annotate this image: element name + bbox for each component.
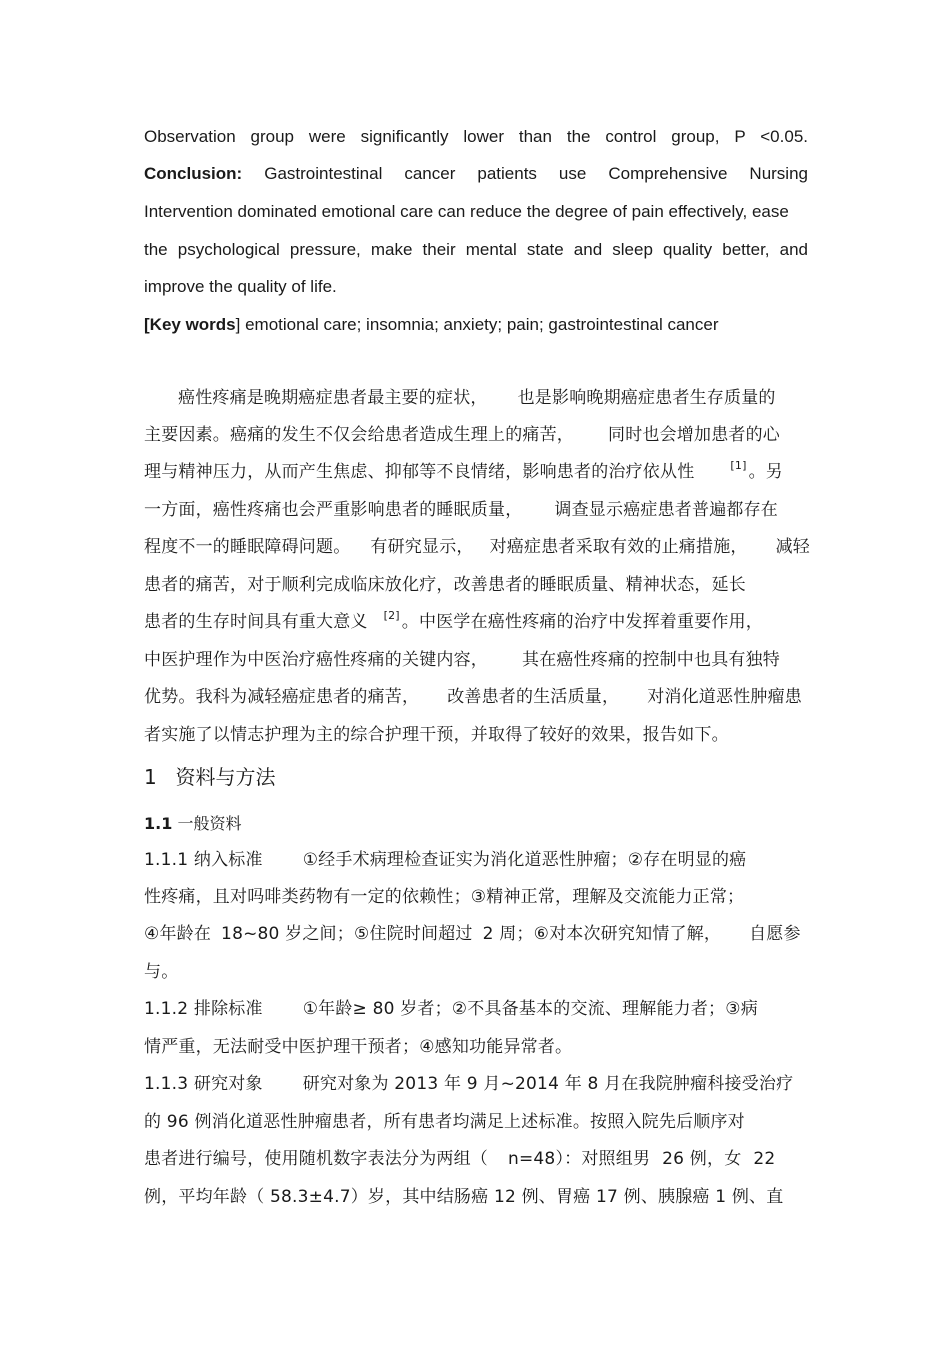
s111-line-1 [144,849,746,871]
intro-text: 主要因素。癌痛的发生不仅会给患者造成生理上的痛苦， [144,425,574,445]
s113-text: n=48）：对照组男 [508,1149,651,1169]
s111-text: ①经手术病理检查证实为消化道恶性肿瘤；②存在明显的癌 [302,850,747,870]
intro-text: 优势。我科为减轻癌症患者的痛苦， [144,687,420,707]
s111-text: 2 周；⑥对本次研究知情了解， [482,924,722,944]
intro-text: 中医护理作为中医治疗癌性疼痛的关键内容， [144,650,488,670]
intro-line-6: 患者的痛苦，对于顺利完成临床放化疗，改善患者的睡眠质量、精神状态，延长 [144,575,746,595]
keywords-label: [Key words [144,315,236,334]
intro-text: 一方面，癌性疼痛也会严重影响患者的睡眠质量， [144,500,523,520]
s111-text: 自愿参 [749,924,801,944]
subsubsection-title: 研究对象 [193,1074,263,1094]
s113-text: 26 例，女 [662,1149,742,1169]
intro-text: 对癌症患者采取有效的止痛措施， [489,537,748,557]
s112-text: ①年龄≥ 80 岁者；②不具备基本的交流、理解能力者；③病 [302,999,758,1019]
abstract-line-5: improve the quality of life. [144,277,337,296]
s112-line-2: 情严重，无法耐受中医护理干预者；④感知功能异常者。 [144,1037,573,1057]
keywords-text: ] emotional care; insomnia; anxiety; pain; gastrointestinal cancer [235,315,719,334]
conclusion-label: Conclusion: [144,164,243,183]
intro-text: 有研究显示， [370,537,474,557]
intro-line-1 [178,387,776,409]
intro-text: 患者的生存时间具有重大意义 [144,612,368,632]
s111-text: 18~80 岁之间；⑤住院时间超过 [221,924,473,944]
s112-line-1 [144,998,758,1020]
intro-text: 也是影响晚期癌症患者生存质量的 [517,388,776,408]
intro-line-10: 者实施了以情志护理为主的综合护理干预，并取得了较好的效果，报告如下。 [144,725,729,745]
section-number: 1 [144,765,157,789]
s111-line-3 [144,923,801,945]
subsubsection-title: 纳入标准 [193,850,263,870]
intro-text: 。中医学在癌性疼痛的治疗中发挥着重要作用， [401,612,763,632]
intro-text: 同时也会增加患者的心 [608,425,780,445]
intro-text: 调查显示癌症患者普遍都存在 [554,500,779,520]
intro-line-9 [144,686,802,708]
s113-line-4: 例，平均年龄（ 58.3±4.7）岁，其中结肠癌 12 例、胃癌 17 例、胰腺癌 1 例、直 [144,1187,784,1207]
s113-text: 研究对象为 2013 年 9 月~2014 年 8 月在我院肿瘤科接受治疗 [302,1074,794,1094]
intro-text: 理与精神压力，从而产生焦虑、抑郁等不良情绪，影响患者的治疗依从性 [144,462,695,482]
abstract-line-2 [144,163,808,185]
subsubsection-number: 1.1.3 [144,1074,189,1094]
intro-text: 改善患者的生活质量， [447,687,620,707]
subsubsection-title: 排除标准 [193,999,263,1019]
abstract-line-3: Intervention dominated emotional care can reduce the degree of pain effectively, ease [144,202,789,221]
s113-line-3 [144,1148,775,1170]
s113-text: 22 [753,1149,776,1169]
keywords-line [144,314,719,336]
intro-text: 减轻 [775,537,811,557]
intro-line-5 [144,536,810,558]
s111-text: ④年龄在 [144,924,212,944]
conclusion-text: Gastrointestinal cancer patients use Comprehensive Nursing [264,164,808,183]
s111-line-4: 与。 [144,962,179,982]
subsection-1-1-heading [144,813,241,835]
s113-line-2: 的 96 例消化道恶性肿瘤患者，所有患者均满足上述标准。按照入院先后顺序对 [144,1112,745,1132]
intro-text: 。另 [748,462,783,482]
intro-line-3 [144,461,783,485]
intro-text: 对消化道恶性肿瘤患 [647,687,803,707]
abstract-line-4: the psychological pressure, make their mental state and sleep quality better, and [144,240,808,259]
intro-line-2 [144,424,780,446]
intro-line-7 [144,611,763,635]
s113-text: 患者进行编号，使用随机数字表法分为两组（ [144,1149,488,1169]
s111-line-2: 性疼痛，且对吗啡类药物有一定的依赖性；③精神正常，理解及交流能力正常； [144,887,745,907]
section-title: 资料与方法 [175,765,276,789]
intro-text: 程度不一的睡眠障碍问题。 [144,537,351,557]
citation-ref-2: [2] [383,609,400,622]
subsubsection-number: 1.1.2 [144,999,189,1019]
citation-ref-1: [1] [730,459,747,472]
intro-text: 其在癌性疼痛的控制中也具有独特 [522,650,780,670]
subsubsection-number: 1.1.1 [144,850,189,870]
intro-line-4 [144,499,778,521]
subsection-number: 1.1 [144,814,173,833]
section-1-heading [144,766,275,788]
abstract-line-1: Observation group were significantly lower than the control group, P <0.05. [144,127,808,146]
intro-text: 癌性疼痛是晚期癌症患者最主要的症状， [178,388,488,408]
s113-line-1 [144,1073,793,1095]
intro-line-8 [144,649,780,671]
subsection-title: 一般资料 [177,814,242,833]
